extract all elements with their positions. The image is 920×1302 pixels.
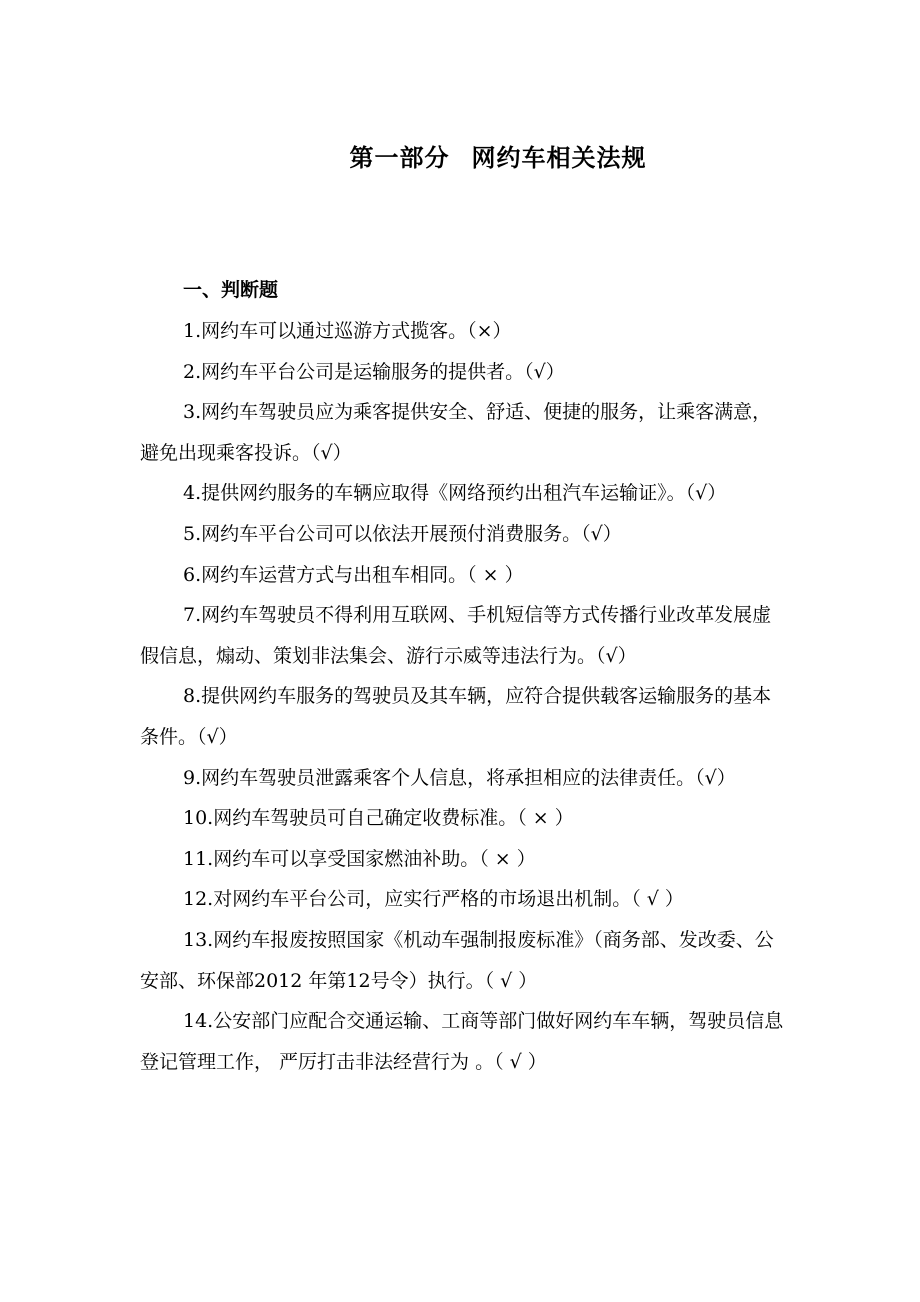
- question-item-2: 2.网约车平台公司是运输服务的提供者。（√）: [183, 360, 565, 383]
- question-item-11: 11.网约车可以享受国家燃油补助。（ × ）: [183, 847, 536, 870]
- question-item-14: 14.公安部门应配合交通运输、工商等部门做好网约车车辆，驾驶员信息登记管理工作， 严厉打击非法经营行为 。（ √ ）: [140, 1010, 784, 1073]
- question-item-5: 5.网约车平台公司可以依法开展预付消费服务。（√）: [183, 522, 622, 545]
- question-item-13: 13.网约车报废按照国家《机动车强制报废标准》（商务部、发改委、公安部、环保部2012 年第12号令）执行。（ √ ）: [140, 928, 774, 992]
- question-item-12: 12.对网约车平台公司，应实行严格的市场退出机制。（ √ ）: [183, 888, 684, 911]
- question-item-8: 8.提供网约车服务的驾驶员及其车辆，应符合提供载客运输服务的基本条件。（√）: [140, 685, 772, 748]
- question-list: [140, 311, 784, 1082]
- title-main: 网约车相关法规: [471, 143, 647, 172]
- question-item-3: 3.网约车驾驶员应为乘客提供安全、舒适、便捷的服务，让乘客满意，避免出现乘客投诉。（√）: [140, 401, 772, 464]
- question-item-9: 9.网约车驾驶员泄露乘客个人信息，将承担相应的法律责任。（√）: [183, 766, 736, 789]
- title-part: 第一部分: [349, 143, 450, 172]
- question-item-1: 1.网约车可以通过巡游方式揽客。（×）: [183, 320, 512, 342]
- question-item-10: 10.网约车驾驶员可自己确定收费标准。（ × ）: [183, 807, 574, 830]
- question-item-6: 6.网约车运营方式与出租车相同。（ × ）: [183, 563, 524, 586]
- question-item-7: 7.网约车驾驶员不得利用互联网、手机短信等方式传播行业改革发展虚假信息，煽动、策划非法集会、游行示威等违法行为。（√）: [140, 604, 772, 667]
- page-title: [0, 138, 920, 173]
- question-item-4: 4.提供网约服务的车辆应取得《网络预约出租汽车运输证》。（√）: [183, 482, 727, 505]
- section-heading: 一、判断题: [183, 279, 279, 301]
